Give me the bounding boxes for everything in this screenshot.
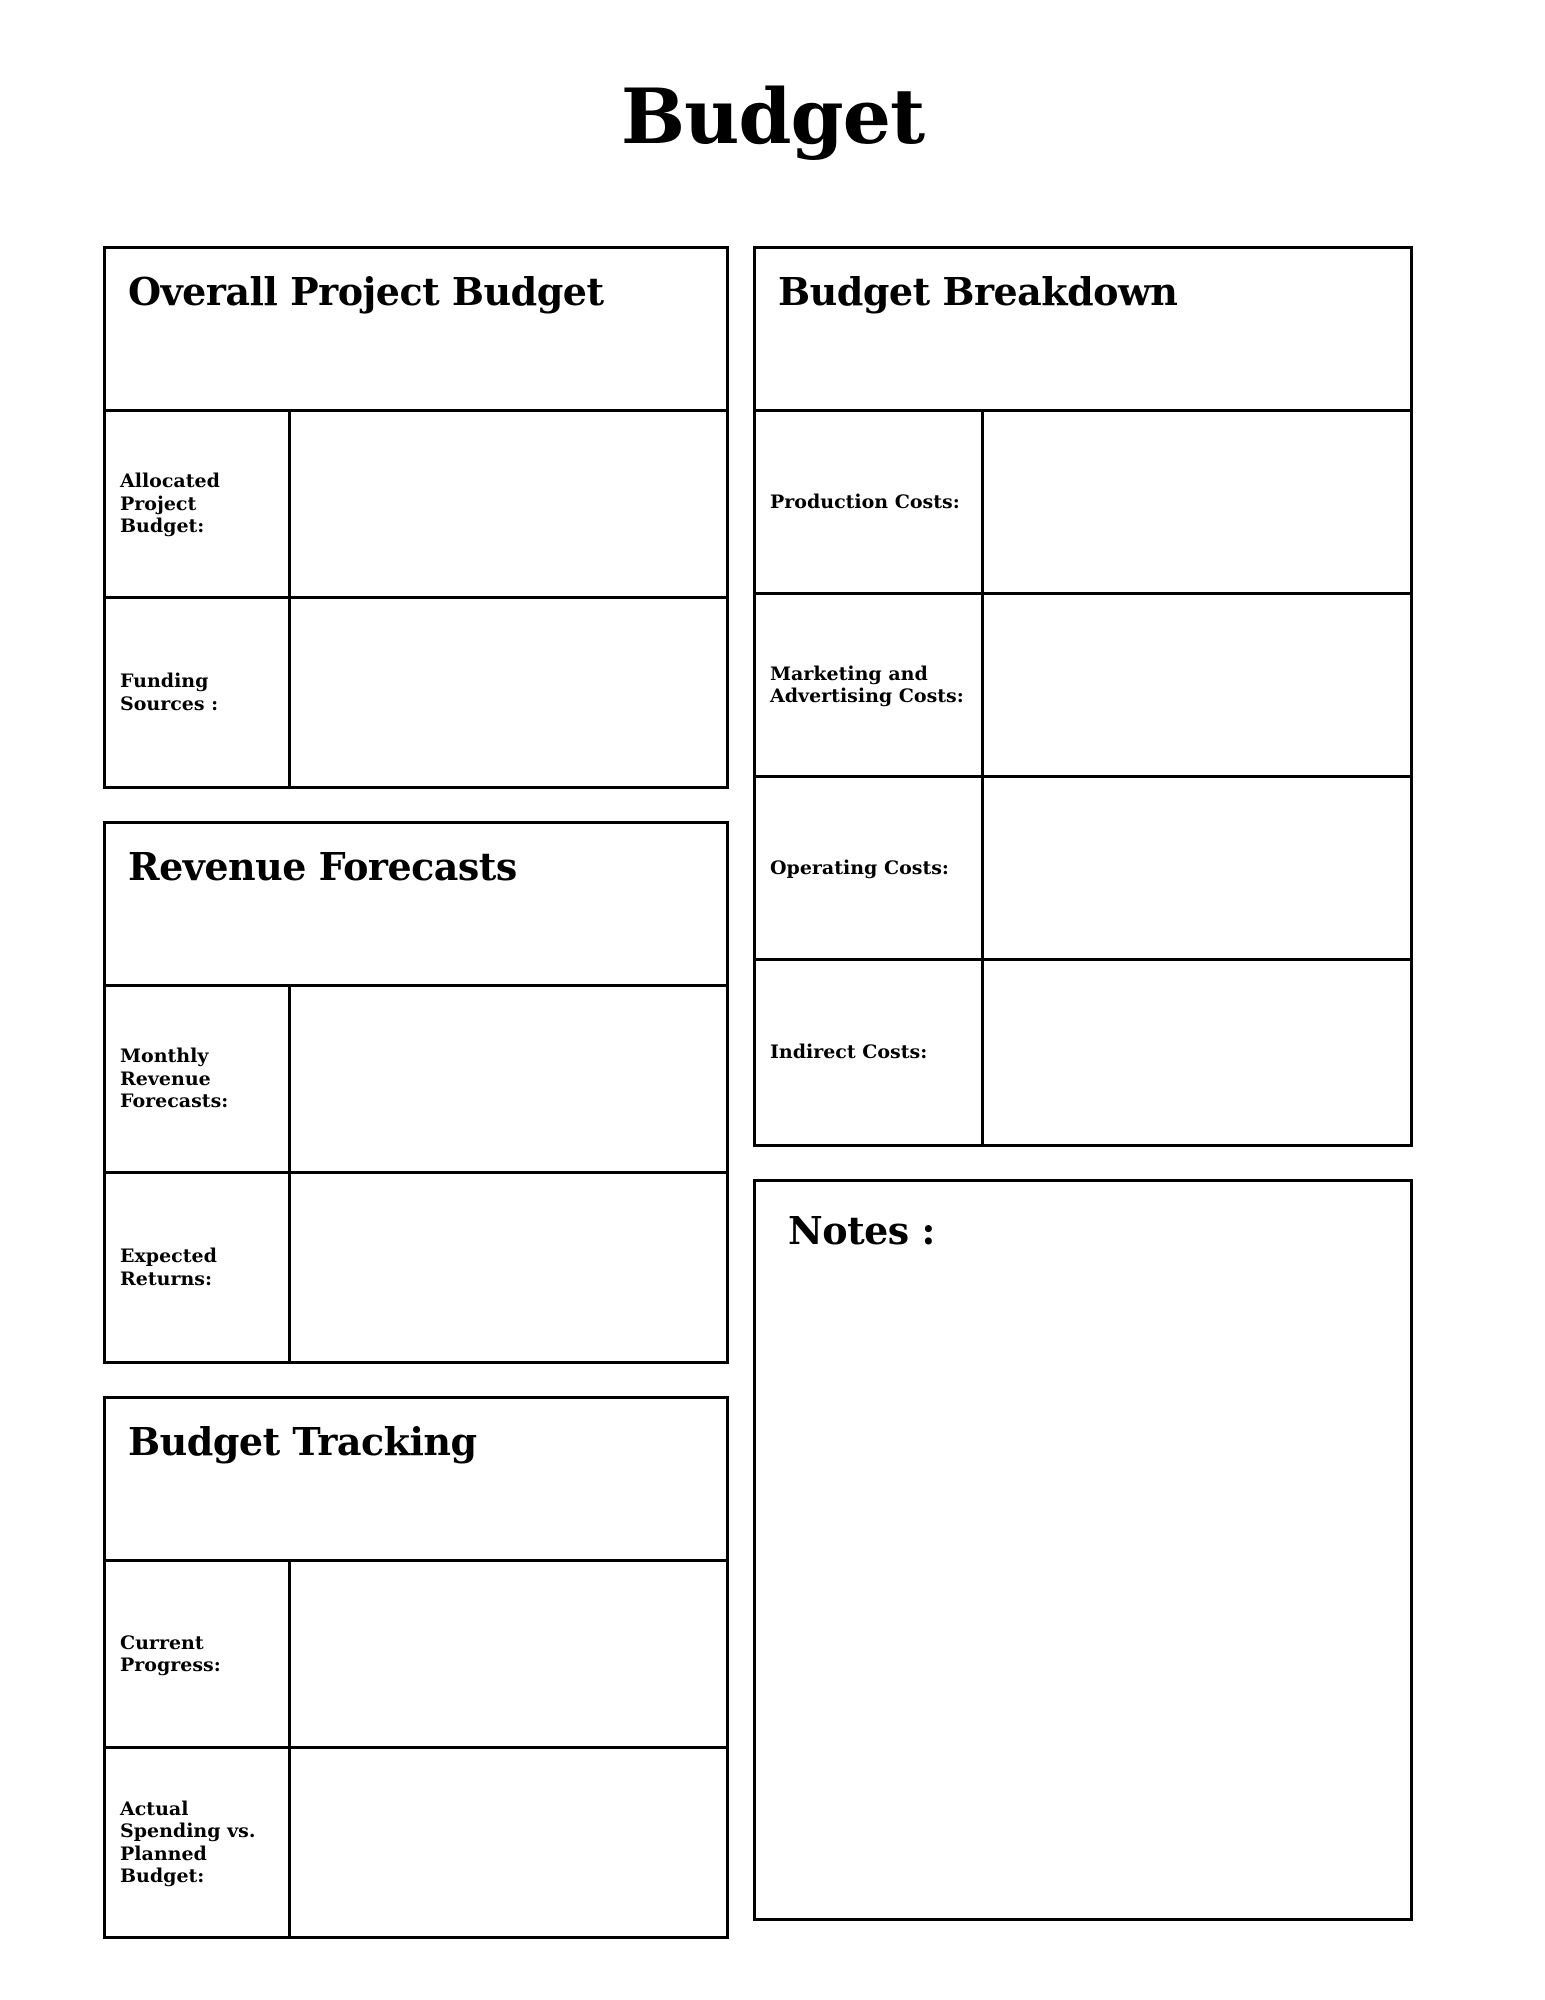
current-progress-field[interactable] <box>291 1562 726 1746</box>
table-row <box>106 987 726 1174</box>
row-label: Expected Returns: <box>106 1174 291 1361</box>
row-label: Allocated Project Budget: <box>106 412 291 596</box>
production-costs-field[interactable] <box>984 412 1410 592</box>
right-column <box>753 246 1413 1939</box>
table-row <box>106 1749 726 1936</box>
monthly-revenue-forecasts-field[interactable] <box>291 987 726 1171</box>
table-row <box>106 1562 726 1749</box>
row-label: Current Progress: <box>106 1562 291 1746</box>
table-row <box>106 599 726 786</box>
table-row <box>106 412 726 599</box>
notes-field[interactable] <box>788 1253 1384 1873</box>
row-label: Marketing and Advertising Costs: <box>756 595 984 775</box>
card-header-budget-breakdown <box>756 249 1410 412</box>
actual-vs-planned-field[interactable] <box>291 1749 726 1936</box>
row-label: Monthly Revenue Forecasts: <box>106 987 291 1171</box>
notes-title: Notes : <box>788 1208 935 1253</box>
table-row <box>756 961 1410 1144</box>
page-title: Budget <box>620 72 925 161</box>
row-label: Funding Sources : <box>106 599 291 786</box>
marketing-advertising-costs-field[interactable] <box>984 595 1410 775</box>
card-header-revenue-forecasts <box>106 824 726 987</box>
card-title: Budget Tracking <box>128 1419 477 1464</box>
row-label: Indirect Costs: <box>756 961 984 1144</box>
worksheet-columns <box>103 246 1443 1939</box>
card-title: Overall Project Budget <box>128 269 604 314</box>
card-title: Budget Breakdown <box>778 269 1178 314</box>
left-column <box>103 246 729 1939</box>
row-label: Actual Spending vs. Planned Budget: <box>106 1749 291 1936</box>
expected-returns-field[interactable] <box>291 1174 726 1361</box>
funding-sources-field[interactable] <box>291 599 726 786</box>
card-budget-breakdown <box>753 246 1413 1147</box>
card-revenue-forecasts <box>103 821 729 1364</box>
card-budget-tracking <box>103 1396 729 1939</box>
row-label: Operating Costs: <box>756 778 984 958</box>
card-header-budget-tracking <box>106 1399 726 1562</box>
table-row <box>106 1174 726 1361</box>
card-overall-project-budget <box>103 246 729 789</box>
row-label: Production Costs: <box>756 412 984 592</box>
operating-costs-field[interactable] <box>984 778 1410 958</box>
table-row <box>756 778 1410 961</box>
indirect-costs-field[interactable] <box>984 961 1410 1144</box>
allocated-project-budget-field[interactable] <box>291 412 726 596</box>
card-header-overall-project-budget <box>106 249 726 412</box>
table-row <box>756 412 1410 595</box>
card-title: Revenue Forecasts <box>128 844 517 889</box>
card-notes <box>753 1179 1413 1921</box>
table-row <box>756 595 1410 778</box>
